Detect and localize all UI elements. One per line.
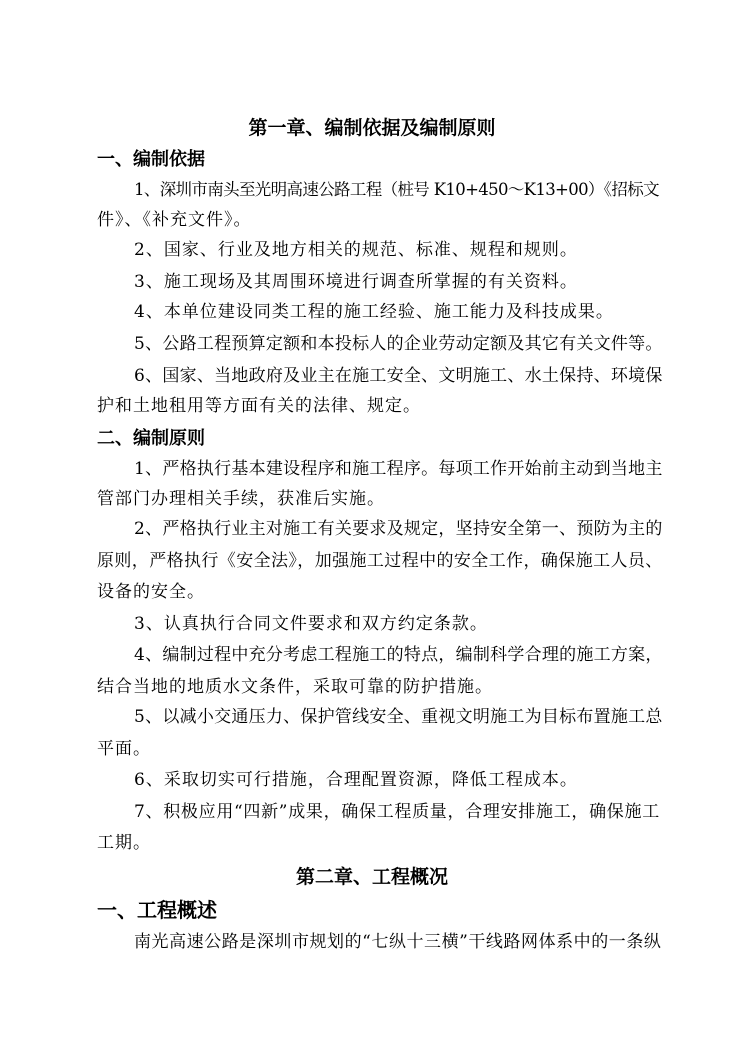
paragraph-line: 3、施工现场及其周围环境进行调查所掌握的有关资料。	[134, 272, 578, 292]
paragraph-line: 件》、《补充文件》。	[97, 210, 252, 230]
paragraph-line: 7、积极应用“四新”成果，确保工程质量，合理安排施工，确保施工	[134, 802, 660, 822]
paragraph-line: 原则，严格执行《安全法》，加强施工过程中的安全工作，确保施工人员、	[97, 551, 663, 571]
paragraph-line: 3、认真执行合同文件要求和双方约定条款。	[134, 614, 488, 634]
chapter-1-title: 第一章、编制依据及编制原则	[248, 117, 496, 139]
paragraph-line: 设备的安全。	[97, 582, 205, 602]
section-heading-principles: 二、编制原则	[97, 428, 205, 449]
paragraph-line: 结合当地的地质水文条件，采取可靠的防护措施。	[97, 677, 493, 697]
paragraph-line: 1、严格执行基本建设程序和施工程序。每项工作开始前主动到当地主	[134, 459, 663, 479]
paragraph-line: 平面。	[97, 739, 151, 759]
chapter-2-title: 第二章、工程概况	[295, 866, 448, 888]
paragraph-line: 1、深圳市南头至光明高速公路工程（桩号 K10+450～K13+00）《招标文	[134, 180, 659, 199]
paragraph-line: 5、公路工程预算定额和本投标人的企业劳动定额及其它有关文件等。	[134, 334, 663, 354]
paragraph-line: 护和土地租用等方面有关的法律、规定。	[97, 396, 421, 416]
paragraph-line: 4、编制过程中充分考虑工程施工的特点，编制科学合理的施工方案，	[134, 645, 663, 665]
paragraph-line: 南光高速公路是深圳市规划的“七纵十三横”干线路网体系中的一条纵	[134, 932, 662, 952]
paragraph-line: 4、本单位建设同类工程的施工经验、施工能力及科技成果。	[134, 302, 614, 322]
paragraph-line: 管部门办理相关手续，获准后实施。	[97, 489, 385, 509]
paragraph-line: 6、国家、当地政府及业主在施工安全、文明施工、水土保持、环境保	[134, 366, 663, 386]
paragraph-line: 2、国家、行业及地方相关的规范、标准、规程和规则。	[134, 240, 578, 260]
paragraph-line: 2、严格执行业主对施工有关要求及规定，坚持安全第一、预防为主的	[134, 519, 663, 539]
paragraph-line: 5、以减小交通压力、保护管线安全、重视文明施工为目标布置施工总	[134, 707, 663, 727]
section-heading-basis: 一、编制依据	[97, 149, 205, 170]
paragraph-line: 工期。	[97, 833, 151, 853]
section-heading-overview: 一、工程概述	[97, 898, 217, 922]
paragraph-line: 6、采取切实可行措施，合理配置资源，降低工程成本。	[134, 770, 578, 790]
